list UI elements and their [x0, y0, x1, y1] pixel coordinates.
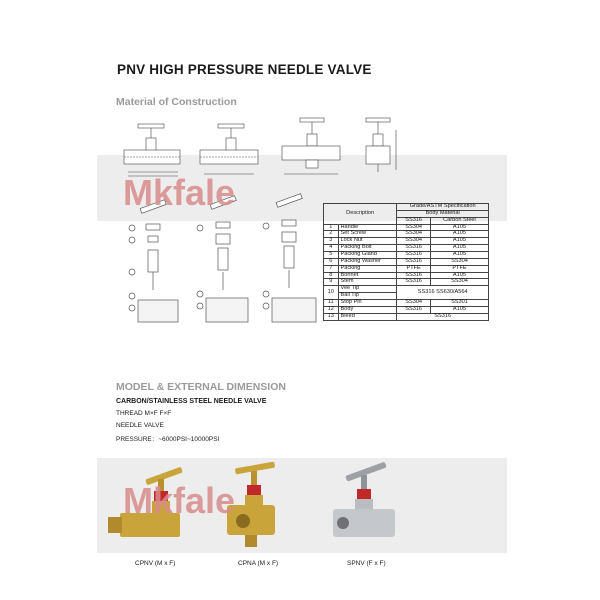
table-cell-ss316: SS304 — [397, 224, 431, 231]
table-cell-ss316: SS316 — [397, 245, 431, 252]
table-cell-carbon: A105 — [430, 245, 488, 252]
table-cell-desc: Packing Bolt — [338, 245, 397, 252]
table-cell-desc: Body — [338, 306, 397, 313]
valve-drawing-icon — [200, 124, 258, 174]
page-title: PNV HIGH PRESSURE NEEDLE VALVE — [117, 62, 372, 77]
caption-cpna: CPNA (M x F) — [238, 560, 279, 567]
section-heading-model: MODEL & EXTERNAL DIMENSION — [116, 381, 286, 393]
table-cell-carbon: A105 — [430, 272, 488, 279]
table-cell-desc: Lock Nut — [338, 238, 397, 245]
table-cell-carbon: SS304 — [430, 258, 488, 265]
table-cell-no: 13 — [324, 313, 339, 320]
table-cell-value: SS316 — [397, 313, 489, 320]
spec-line-4: PRESSURE：~6000PSI~10000PSI — [116, 436, 220, 443]
table-header-body-material: Body Material — [397, 210, 489, 217]
table-cell-ss316: SS316 — [397, 258, 431, 265]
spec-line-3: NEEDLE VALVE — [116, 422, 164, 429]
table-cell-no: 6 — [324, 258, 339, 265]
table-cell-no: 8 — [324, 272, 339, 279]
table-cell-ss316: SS316 — [397, 272, 431, 279]
table-cell-no: 4 — [324, 245, 339, 252]
table-cell-desc: Vee Tip — [338, 286, 397, 293]
table-body-b — [324, 300, 489, 314]
table-cell-no: 3 — [324, 238, 339, 245]
table-cell-desc: Ball Tip — [338, 293, 397, 300]
table-cell-ss316: SS304 — [397, 300, 431, 307]
table-cell-carbon: A105 — [430, 252, 488, 259]
table-cell-carbon: PTFE — [430, 265, 488, 272]
table-cell-carbon: SS301 — [430, 300, 488, 307]
table-cell-carbon: SS304 — [430, 279, 488, 286]
table-cell-ss316: SS316 — [397, 279, 431, 286]
table-cell-desc: Packing — [338, 265, 397, 272]
table-cell-desc: Packing Gland — [338, 252, 397, 259]
table-cell-no: 11 — [324, 300, 339, 307]
table-cell-no: 2 — [324, 231, 339, 238]
table-cell-no: 10 — [324, 286, 339, 300]
table-cell-desc: Set Screw — [338, 231, 397, 238]
table-cell-ss316: PTFE — [397, 265, 431, 272]
table-row — [324, 313, 489, 320]
table-cell-carbon: A105 — [430, 231, 488, 238]
spec-line-2: THREAD M×F F×F — [116, 410, 172, 417]
valve-drawing-icon — [282, 118, 340, 174]
table-cell-no: 7 — [324, 265, 339, 272]
valve-drawing-icon — [366, 118, 396, 172]
spec-line-1: CARBON/STAINLESS STEEL NEEDLE VALVE — [116, 398, 267, 405]
table-cell-no: 1 — [324, 224, 339, 231]
table-cell-no: 12 — [324, 306, 339, 313]
material-table — [323, 203, 489, 321]
table-cell-desc: Packing Washer — [338, 258, 397, 265]
valve-drawing-icon — [124, 124, 180, 176]
table-cell-desc: Bleed — [338, 313, 397, 320]
table-cell-desc: Stop Pin — [338, 300, 397, 307]
table-cell-no: 5 — [324, 252, 339, 259]
needle-valve-photo-icon — [333, 462, 395, 537]
exploded-view-icon — [263, 194, 316, 322]
table-cell-carbon: A105 — [430, 306, 488, 313]
exploded-view-icon — [197, 196, 248, 322]
table-cell-carbon: A105 — [430, 238, 488, 245]
table-cell-desc: Bonnet — [338, 272, 397, 279]
table-cell-ss316: SS316 — [397, 306, 431, 313]
table-cell-no: 9 — [324, 279, 339, 286]
table-cell-carbon: A105 — [430, 224, 488, 231]
table-header-grade: Grade/ASTM Specification — [397, 204, 489, 211]
caption-cpnv: CPNV (M x F) — [135, 560, 176, 567]
watermark: Mkfale — [123, 172, 236, 213]
table-col-ss316: SS316 — [397, 217, 431, 224]
caption-spnv: SPNV (F x F) — [347, 560, 386, 567]
table-body-a — [324, 224, 489, 286]
table-col-carbon: Carbon Steel — [430, 217, 488, 224]
table-cell-value: SS316 SS630/A564 — [397, 286, 489, 300]
section-heading-material: Material of Construction — [116, 96, 237, 108]
exploded-view-icon — [129, 200, 178, 322]
table-header-description: Description — [324, 204, 397, 225]
spec-lines — [116, 398, 266, 443]
table-cell-ss316: SS304 — [397, 238, 431, 245]
table-cell-ss316: SS304 — [397, 231, 431, 238]
table-cell-ss316: SS316 — [397, 252, 431, 259]
table-cell-desc: Handle — [338, 224, 397, 231]
table-cell-desc: Stem — [338, 279, 397, 286]
watermark-bottom: Mkfale — [123, 480, 236, 521]
